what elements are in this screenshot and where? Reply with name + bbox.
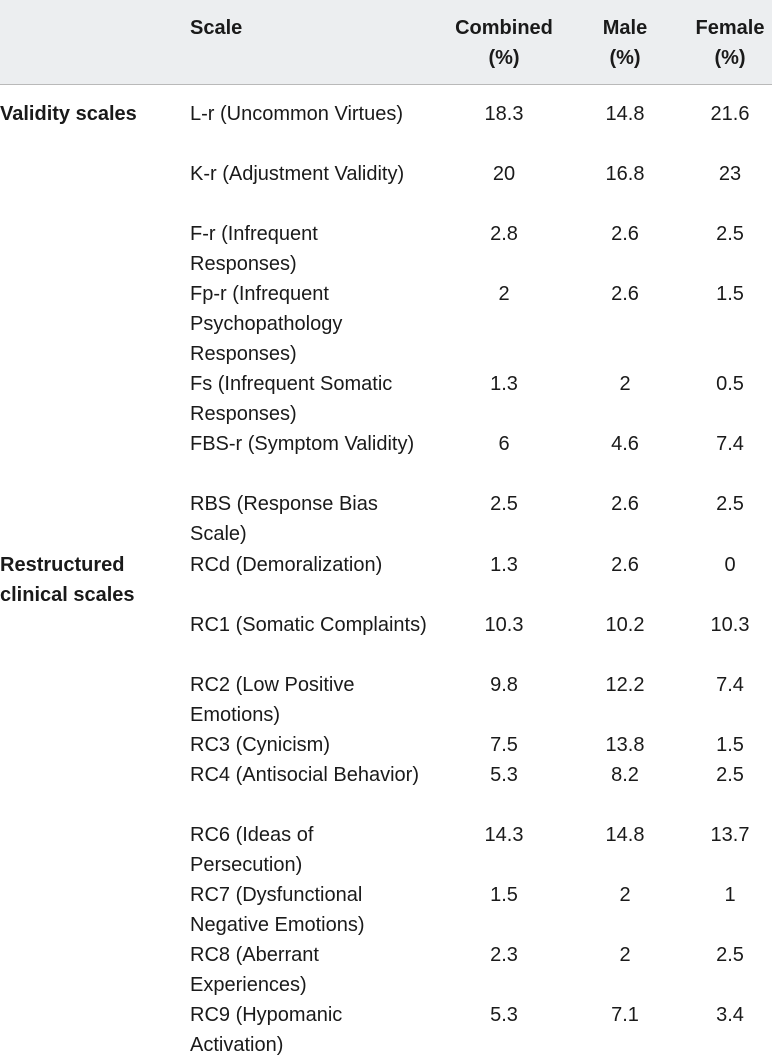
cell-female: 1.5 [716, 734, 744, 756]
cell-female: 10.3 [710, 614, 750, 636]
cell-scale: FBS-r (Symptom Validity) [190, 433, 415, 455]
section-validity-scales [0, 85, 772, 544]
cell-combined: 1.3 [490, 373, 518, 395]
table-row [0, 429, 772, 489]
cell-scale: F-r (Infrequent Responses) [190, 223, 318, 275]
cell-female: 2.5 [716, 493, 744, 515]
cell-combined: 9.8 [490, 674, 518, 696]
cell-combined: 2.3 [490, 944, 518, 966]
table-row [0, 369, 772, 429]
cell-combined: 7.5 [490, 734, 518, 756]
cell-combined: 14.3 [484, 824, 524, 846]
cell-combined: 1.5 [490, 884, 518, 906]
cell-scale: RC2 (Low Positive Emotions) [190, 674, 355, 726]
table-row [0, 279, 772, 369]
table-row [0, 820, 772, 880]
table-row [0, 219, 772, 279]
cell-female: 13.7 [710, 824, 750, 846]
cell-combined: 20 [492, 163, 516, 185]
cell-combined: 18.3 [484, 103, 524, 125]
cell-female: 1 [724, 884, 736, 906]
cell-female: 1.5 [716, 283, 744, 305]
cell-male: 7.1 [611, 1004, 639, 1026]
cell-scale: RC3 (Cynicism) [190, 734, 330, 756]
cell-combined: 5.3 [490, 764, 518, 786]
cell-combined: 5.3 [490, 1004, 518, 1026]
cell-female: 3.4 [716, 1004, 744, 1026]
cell-combined: 10.3 [484, 614, 524, 636]
cell-male: 2.6 [611, 493, 639, 515]
table-row [0, 760, 772, 820]
cell-female: 21.6 [710, 103, 750, 125]
cell-combined: 2.8 [490, 223, 518, 245]
cell-female: 0 [724, 554, 736, 576]
cell-scale: Fp-r (Infrequent Psychopathology Responses) [190, 283, 343, 365]
header-combined: Combined (%) [455, 17, 553, 69]
cell-scale: RBS (Response Bias Scale) [190, 493, 378, 545]
cell-female: 2.5 [716, 223, 744, 245]
header-male: Male (%) [602, 17, 648, 69]
cell-scale: RC1 (Somatic Complaints) [190, 614, 427, 636]
table-row [0, 730, 772, 760]
header-female: Female (%) [695, 17, 765, 69]
cell-combined: 2.5 [490, 493, 518, 515]
cell-female: 7.4 [716, 674, 744, 696]
cell-scale: Fs (Infrequent Somatic Responses) [190, 373, 393, 425]
cell-female: 7.4 [716, 433, 744, 455]
cell-male: 2.6 [611, 223, 639, 245]
section-restructured-clinical-scales [0, 544, 772, 1056]
cell-scale: L-r (Uncommon Virtues) [190, 103, 404, 125]
header-scale: Scale [190, 17, 243, 39]
table-row [0, 670, 772, 730]
table-row [0, 940, 772, 1000]
cell-scale: RC8 (Aberrant Experiences) [190, 944, 319, 996]
cell-combined: 6 [498, 433, 510, 455]
cell-male: 14.8 [605, 824, 645, 846]
cell-male: 10.2 [605, 614, 645, 636]
cell-scale: RC4 (Antisocial Behavior) [190, 764, 419, 786]
cell-male: 8.2 [611, 764, 639, 786]
cell-female: 2.5 [716, 764, 744, 786]
cell-scale: RC6 (Ideas of Persecution) [190, 824, 314, 876]
section-title: Restructured clinical scales [0, 554, 135, 606]
cell-scale: RCd (Demoralization) [190, 554, 383, 576]
cell-male: 16.8 [605, 163, 645, 185]
cell-scale: RC7 (Dysfunctional Negative Emotions) [190, 884, 365, 936]
cell-male: 2.6 [611, 283, 639, 305]
table-row [0, 610, 772, 670]
table-row [0, 1000, 772, 1060]
cell-scale: RC9 (Hypomanic Activation) [190, 1004, 343, 1056]
table-header [0, 0, 772, 85]
cell-male: 14.8 [605, 103, 645, 125]
section-title: Validity scales [0, 103, 137, 125]
cell-scale: K-r (Adjustment Validity) [190, 163, 405, 185]
cell-combined: 2 [498, 283, 510, 305]
table-row [0, 880, 772, 940]
cell-male: 2.6 [611, 554, 639, 576]
cell-male: 4.6 [611, 433, 639, 455]
cell-combined: 1.3 [490, 554, 518, 576]
cell-male: 2 [619, 373, 631, 395]
cell-male: 12.2 [605, 674, 645, 696]
table-row [0, 99, 772, 159]
cell-female: 2.5 [716, 944, 744, 966]
cell-male: 13.8 [605, 734, 645, 756]
cell-male: 2 [619, 884, 631, 906]
table-row [0, 159, 772, 219]
cell-male: 2 [619, 944, 631, 966]
table-row [0, 489, 772, 549]
table-row [0, 550, 772, 610]
cell-female: 0.5 [716, 373, 744, 395]
cell-female: 23 [718, 163, 742, 185]
